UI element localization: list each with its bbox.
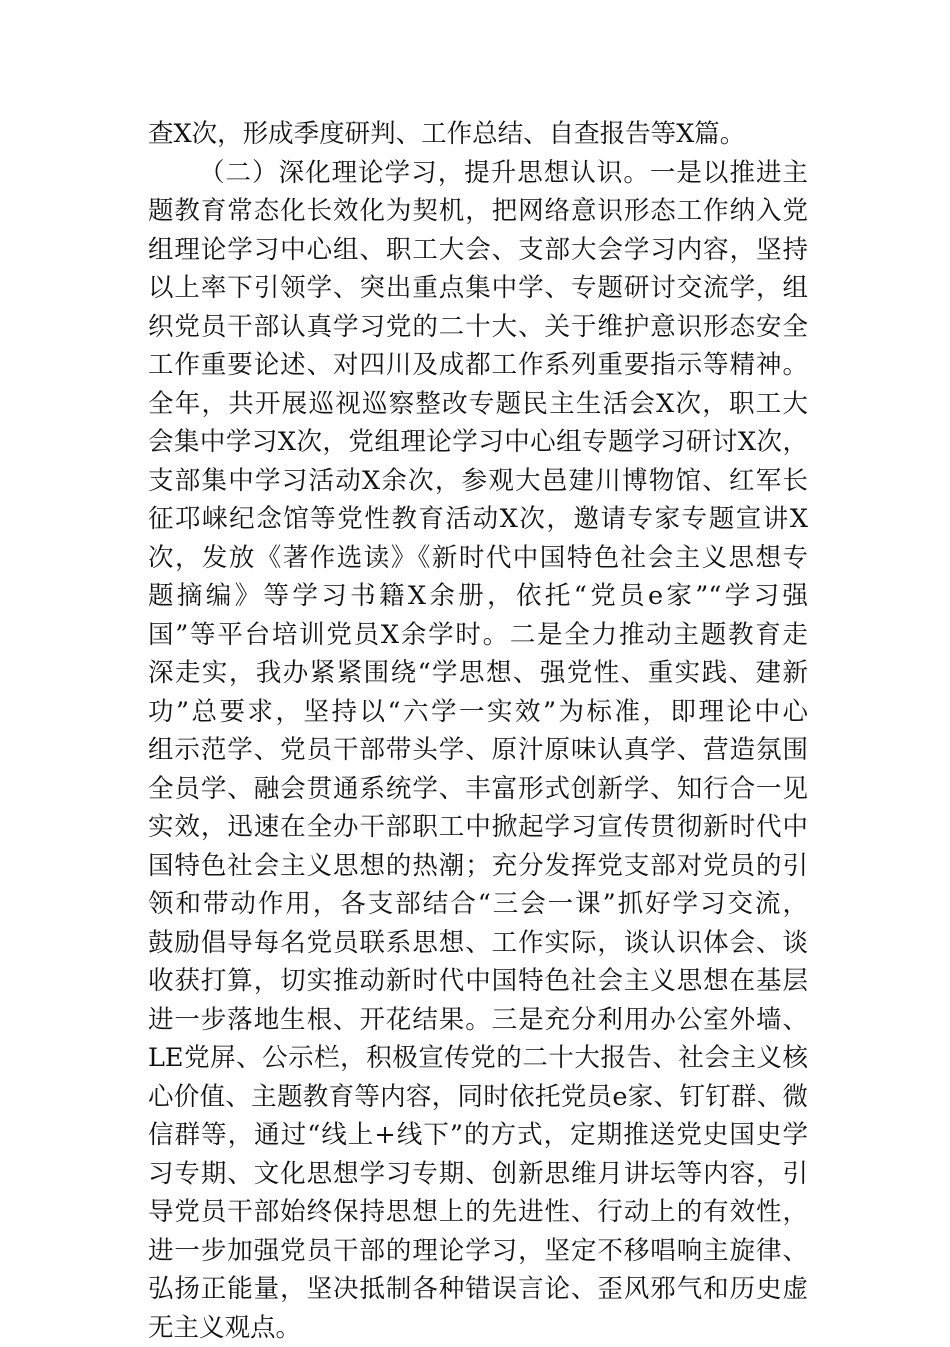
text-line: 查X次，形成季度研判、工作总结、自查报告等X篇。 — [148, 115, 808, 154]
text-line: 组示范学、党员干部带头学、原汁原味认真学、营造氛围 — [148, 731, 808, 770]
text-line: 功”总要求，坚持以“六学一实效”为标准，即理论中心 — [148, 693, 808, 732]
text-line: 进一步落地生根、开花结果。三是充分利用办公室外墙、 — [148, 1001, 808, 1040]
text-line: LE党屏、公示栏，积极宣传党的二十大报告、社会主义核 — [148, 1039, 808, 1078]
text-line: 心价值、主题教育等内容，同时依托党员e家、钉钉群、微 — [148, 1078, 808, 1117]
text-line: 工作重要论述、对四川及成都工作系列重要指示等精神。 — [148, 346, 808, 385]
text-line: 次，发放《著作选读》《新时代中国特色社会主义思想专 — [148, 539, 808, 578]
text-line: 信群等，通过“线上+线下”的方式，定期推送党史国史学 — [148, 1116, 808, 1155]
text-line: 国特色社会主义思想的热潮；充分发挥党支部对党员的引 — [148, 847, 808, 886]
text-line: 弘扬正能量，坚决抵制各种错误言论、歪风邪气和历史虚 — [148, 1270, 808, 1309]
text-line: 鼓励倡导每名党员联系思想、工作实际，谈认识体会、谈 — [148, 924, 808, 963]
text-line: 全员学、融会贯通系统学、丰富形式创新学、知行合一见 — [148, 770, 808, 809]
text-line: 实效，迅速在全办干部职工中掀起学习宣传贯彻新时代中 — [148, 808, 808, 847]
text-line: 深走实，我办紧紧围绕“学思想、强党性、重实践、建新 — [148, 654, 808, 693]
text-line: 进一步加强党员干部的理论学习，坚定不移唱响主旋律、 — [148, 1232, 808, 1271]
body-text — [148, 115, 808, 1347]
text-line: 织党员干部认真学习党的二十大、关于维护意识形态安全 — [148, 308, 808, 347]
text-line: 组理论学习中心组、职工大会、支部大会学习内容，坚持 — [148, 231, 808, 270]
text-line: 习专期、文化思想学习专期、创新思维月讲坛等内容，引 — [148, 1155, 808, 1194]
text-line: 领和带动作用，各支部结合“三会一课”抓好学习交流， — [148, 885, 808, 924]
text-line: 题教育常态化长效化为契机，把网络意识形态工作纳入党 — [148, 192, 808, 231]
text-line: 会集中学习X次，党组理论学习中心组专题学习研讨X次， — [148, 423, 808, 462]
text-line: 无主义观点。 — [148, 1309, 808, 1347]
section-heading-line: （二）深化理论学习，提升思想认识。一是以推进主 — [148, 154, 808, 193]
text-line: 征邛崃纪念馆等党性教育活动X次，邀请专家专题宣讲X — [148, 500, 808, 539]
text-line: 全年，共开展巡视巡察整改专题民主生活会X次，职工大 — [148, 385, 808, 424]
text-line: 以上率下引领学、突出重点集中学、专题研讨交流学，组 — [148, 269, 808, 308]
text-line: 导党员干部始终保持思想上的先进性、行动上的有效性， — [148, 1193, 808, 1232]
text-line: 收获打算，切实推动新时代中国特色社会主义思想在基层 — [148, 962, 808, 1001]
text-line: 支部集中学习活动X余次，参观大邑建川博物馆、红军长 — [148, 462, 808, 501]
text-line: 国”等平台培训党员X余学时。二是全力推动主题教育走 — [148, 616, 808, 655]
text-line: 题摘编》等学习书籍X余册，依托“党员e家”“学习强 — [148, 577, 808, 616]
